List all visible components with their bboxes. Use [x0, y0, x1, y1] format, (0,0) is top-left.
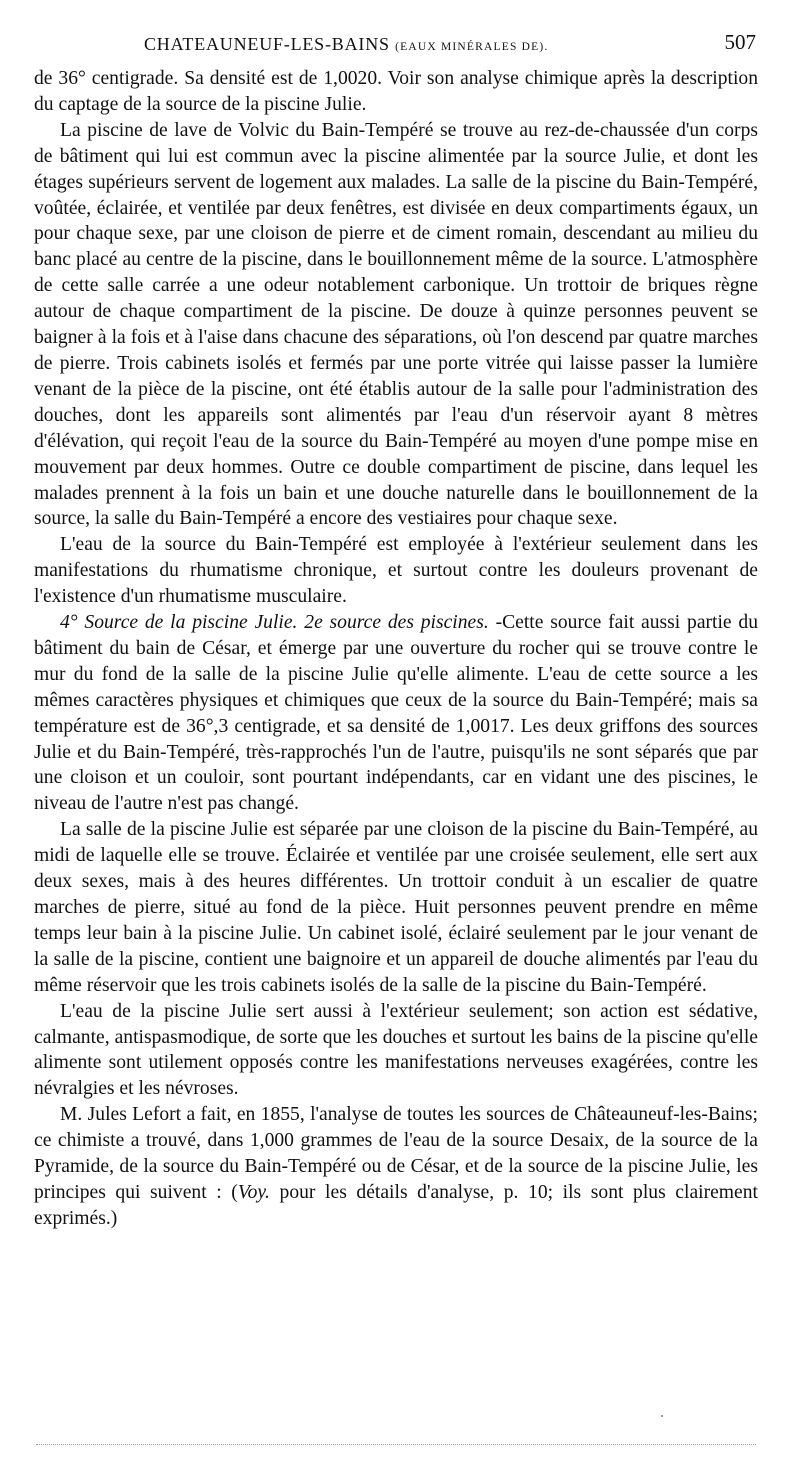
section-subheading-piscines: 2e source des piscines.: [304, 612, 489, 634]
page-number: 507: [724, 30, 756, 54]
voy-reference: Voy.: [237, 1181, 270, 1203]
paragraph-source-julie: [34, 610, 758, 817]
paragraph-analyse-lefort: [34, 1102, 758, 1232]
paragraph-usage-bain-tempere: L'eau de la source du Bain-Tempéré est employée à l'extérieur seulement dans les manifestations du rhumatisme chronique, et surtout contre les douleurs provenant de l'existence d'un rhumatisme musculaire.: [34, 534, 758, 608]
bottom-dotted-rule: [36, 1444, 756, 1445]
analyse-text-before: M. Jules Lefort a fait, en 1855, l'analyse de toutes les sources de Châteauneuf-les-Bains; ce chimiste a trouvé, dans 1,000 grammes de l'eau de la source Desaix, de la source de la Pyramide, de la source du Bain-Tempéré ou de César, et de la source de la piscine Julie, les principes qui suivent : (: [34, 1104, 758, 1203]
print-speck: [661, 1415, 663, 1417]
running-title-sub: (EAUX MINÉRALES DE).: [395, 41, 549, 53]
paragraph-salle-julie: La salle de la piscine Julie est séparée par une cloison de la piscine du Bain-Tempéré, au midi de laquelle elle se trouve. Éclairée et ventilée par une croisée seulement, elle sert aux deux sexes, mais à des heures différentes. Un trottoir conduit à un escalier de quatre marches de pierre, situé au fond de la pièce. Huit personnes peuvent prendre en même temps leur bain à la piscine Julie. Un cabinet isolé, éclairé seulement par le jour venant de la salle de la piscine, contient une baignoire et un appareil de douche alimentés par l'eau du même réservoir que les trois cabinets isolés de la salle de la piscine du Bain-Tempéré.: [34, 819, 758, 996]
paragraph-continued: de 36° centigrade. Sa densité est de 1,0020. Voir son analyse chimique après la description du captage de la source de la piscine Julie.: [34, 68, 758, 115]
paragraph-source-julie-text: -Cette source fait aussi partie du bâtiment du bain de César, et émerge par une ouverture du rocher qui se trouve contre le mur du fond de la salle de la piscine Julie qu'elle alimente. L'eau de cette source a les mêmes caractères physiques et chimiques que ceux de la source du Bain-Tempéré; mais sa température est de 36°,3 centigrade, et sa densité de 1,0017. Les deux griffons des sources Julie et du Bain-Tempéré, très-rapprochés l'un de l'autre, puisqu'ils ne sont séparés que par une cloison et un couloir, sont pourtant indépendants, car en vidant une des piscines, le niveau de l'autre n'est pas changé.: [34, 612, 759, 815]
paragraph-usage-julie: L'eau de la piscine Julie sert aussi à l'extérieur seulement; son action est sédative, calmante, antispasmodique, de sorte que les douches et surtout les bains de la piscine qu'elle alimente sont utilement opposés contre les manifestations nerveuses exagérées, contre les névralgies et les névroses.: [34, 1000, 758, 1100]
section-heading-source-julie: 4° Source de la piscine Julie.: [60, 612, 298, 634]
body-text: [34, 66, 758, 1232]
running-title: [144, 34, 548, 55]
analyse-text-after: pour les détails d'analyse, p. 10; ils sont plus clairement exprimés.): [34, 1181, 758, 1229]
running-title-main: CHATEAUNEUF-LES-BAINS: [144, 34, 390, 54]
paragraph-bain-tempere: La piscine de lave de Volvic du Bain-Tempéré se trouve au rez-de-chaussée d'un corps de bâtiment qui lui est commun avec la piscine alimentée par la source Julie, et dont les étages supérieurs servent de logement aux malades. La salle de la piscine du Bain-Tempéré, voûtée, éclairée, et ventilée par deux fenêtres, est divisée en deux compartiments égaux, un pour chaque sexe, par une cloison de pierre et de ciment romain, descendant au milieu du banc placé au centre de la piscine, dans le bouillonnement même de la source. L'atmosphère de cette salle carrée a une odeur notablement carbonique. Un trottoir de briques règne autour de chaque compartiment de la piscine. De douze à quinze personnes peuvent se baigner à la fois et à l'aise dans chacune des séparations, où l'on descend par quatre marches de pierre. Trois cabinets isolés et fermés par une porte vitrée qui laisse passer la lumière venant de la pièce de la piscine, ont été établis autour de la salle pour l'administration des douches, dont les appareils sont alimentés par l'eau d'un réservoir ayant 8 mètres d'élévation, qui reçoit l'eau de la source du Bain-Tempéré au moyen d'une pompe mise en mouvement par deux hommes. Outre ce double compartiment de piscine, dans lequel les malades prennent à la fois un bain et une douche naturelle dans le bouillonnement de la source, la salle du Bain-Tempéré a encore des vestiaires pour chaque sexe.: [34, 119, 758, 530]
running-header: [34, 28, 758, 58]
